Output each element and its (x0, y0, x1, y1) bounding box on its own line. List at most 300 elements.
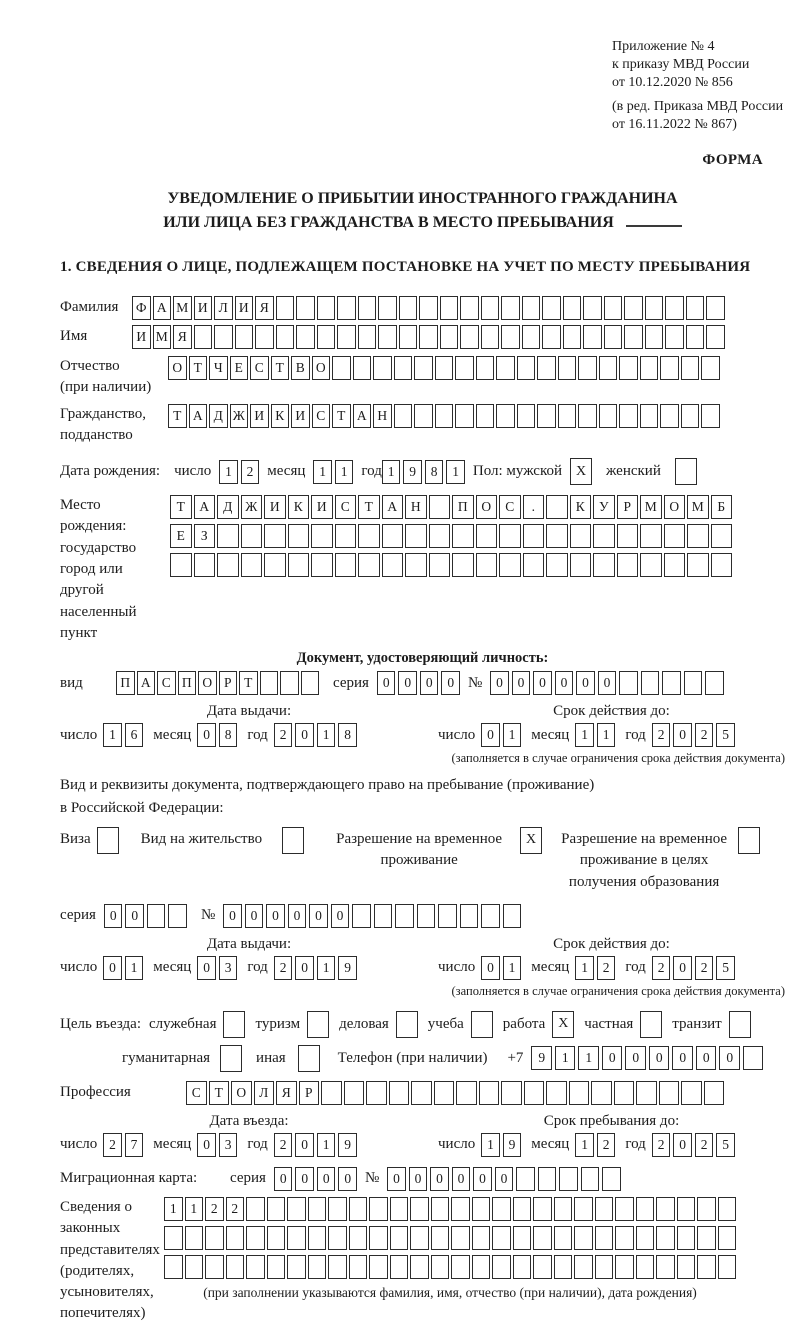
char-box-empty[interactable] (664, 524, 686, 548)
char-box-empty[interactable] (687, 524, 709, 548)
char-box[interactable]: 1 (185, 1197, 204, 1221)
char-box-empty[interactable] (524, 1081, 545, 1105)
char-box[interactable]: 0 (452, 1167, 471, 1191)
char-box[interactable]: 9 (503, 1133, 522, 1157)
char-box-empty[interactable] (604, 296, 623, 320)
char-box-empty[interactable] (617, 553, 639, 577)
char-box[interactable]: 8 (338, 723, 357, 747)
visa-checkbox[interactable] (97, 827, 119, 854)
char-box-empty[interactable] (614, 1081, 635, 1105)
char-box-empty[interactable] (677, 1197, 696, 1221)
char-box-empty[interactable] (267, 1197, 286, 1221)
char-box-empty[interactable] (396, 1011, 418, 1038)
char-box-empty[interactable] (523, 524, 545, 548)
char-box-empty[interactable] (287, 1197, 306, 1221)
char-box[interactable]: Я (255, 296, 274, 320)
char-box-empty[interactable] (394, 356, 413, 380)
entry-month-boxes[interactable] (197, 1133, 237, 1157)
char-box-empty[interactable] (660, 404, 679, 428)
char-box-empty[interactable] (328, 1226, 347, 1250)
char-box-empty[interactable] (546, 524, 568, 548)
char-box[interactable]: 3 (219, 956, 238, 980)
char-box-empty[interactable] (414, 404, 433, 428)
char-box-empty[interactable] (352, 904, 371, 928)
char-box-empty[interactable] (411, 1081, 432, 1105)
char-box-empty[interactable] (665, 325, 684, 349)
char-box-empty[interactable] (440, 325, 459, 349)
char-box-empty[interactable] (405, 524, 427, 548)
char-box[interactable]: 2 (597, 1133, 616, 1157)
char-box-empty[interactable] (311, 524, 333, 548)
char-box-empty[interactable] (499, 553, 521, 577)
stay-month-boxes[interactable] (575, 1133, 615, 1157)
char-box-empty[interactable] (205, 1255, 224, 1279)
representatives-boxes-row1[interactable] (164, 1197, 736, 1221)
firstname-boxes[interactable] (132, 325, 725, 349)
char-box[interactable]: К (570, 495, 592, 519)
char-box[interactable]: X (570, 458, 592, 485)
res-issue-month-boxes[interactable] (197, 956, 237, 980)
char-box[interactable]: Н (405, 495, 427, 519)
char-box[interactable]: А (153, 296, 172, 320)
char-box-empty[interactable] (440, 296, 459, 320)
char-box[interactable]: 1 (313, 460, 332, 484)
char-box-empty[interactable] (399, 325, 418, 349)
char-box[interactable]: 0 (387, 1167, 406, 1191)
char-box[interactable]: 0 (719, 1046, 740, 1070)
char-box-empty[interactable] (583, 296, 602, 320)
char-box-empty[interactable] (168, 904, 187, 928)
char-box[interactable]: 0 (295, 1167, 314, 1191)
char-box[interactable]: Е (170, 524, 192, 548)
id-issue-day-boxes[interactable] (103, 723, 143, 747)
char-box[interactable]: 9 (531, 1046, 552, 1070)
char-box[interactable]: 0 (338, 1167, 357, 1191)
char-box[interactable]: Ф (132, 296, 151, 320)
char-box-empty[interactable] (574, 1255, 593, 1279)
char-box[interactable]: Б (711, 495, 733, 519)
sex-male-checkbox[interactable] (570, 458, 592, 485)
char-box-empty[interactable] (429, 553, 451, 577)
char-box[interactable]: 0 (295, 1133, 314, 1157)
char-box-empty[interactable] (170, 553, 192, 577)
char-box[interactable]: Т (332, 404, 351, 428)
char-box[interactable]: О (476, 495, 498, 519)
char-box-empty[interactable] (684, 671, 703, 695)
char-box-empty[interactable] (542, 296, 561, 320)
char-box-empty[interactable] (492, 1226, 511, 1250)
purpose-work-checkbox[interactable] (552, 1011, 574, 1038)
char-box-empty[interactable] (538, 1167, 557, 1191)
char-box-empty[interactable] (492, 1255, 511, 1279)
char-box-empty[interactable] (185, 1255, 204, 1279)
char-box-empty[interactable] (220, 1045, 242, 1072)
char-box-empty[interactable] (410, 1226, 429, 1250)
char-box[interactable]: 2 (695, 723, 714, 747)
char-box-empty[interactable] (434, 1081, 455, 1105)
char-box-empty[interactable] (311, 553, 333, 577)
temp-residence-checkbox[interactable] (520, 827, 542, 854)
char-box[interactable]: 0 (441, 671, 460, 695)
birth-place-boxes-row2[interactable] (170, 524, 732, 548)
char-box-empty[interactable] (697, 1197, 716, 1221)
profession-boxes[interactable] (186, 1081, 724, 1105)
char-box[interactable]: Д (209, 404, 228, 428)
char-box-empty[interactable] (641, 671, 660, 695)
char-box[interactable]: 8 (219, 723, 238, 747)
char-box[interactable]: С (312, 404, 331, 428)
id-valid-year-boxes[interactable] (652, 723, 735, 747)
char-box[interactable]: 1 (317, 723, 336, 747)
char-box-empty[interactable] (569, 1081, 590, 1105)
char-box-empty[interactable] (697, 1226, 716, 1250)
char-box-empty[interactable] (522, 325, 541, 349)
char-box[interactable]: П (116, 671, 135, 695)
char-box-empty[interactable] (471, 1011, 493, 1038)
char-box-empty[interactable] (583, 325, 602, 349)
char-box-empty[interactable] (593, 524, 615, 548)
char-box[interactable]: И (132, 325, 151, 349)
char-box[interactable]: И (264, 495, 286, 519)
char-box[interactable]: 0 (274, 1167, 293, 1191)
char-box-empty[interactable] (349, 1197, 368, 1221)
char-box-empty[interactable] (246, 1226, 265, 1250)
char-box[interactable]: 0 (266, 904, 285, 928)
phone-boxes[interactable] (531, 1046, 763, 1070)
char-box-empty[interactable] (460, 904, 479, 928)
char-box[interactable]: С (157, 671, 176, 695)
char-box-empty[interactable] (235, 325, 254, 349)
char-box-empty[interactable] (369, 1255, 388, 1279)
char-box[interactable]: Ч (209, 356, 228, 380)
char-box-empty[interactable] (591, 1081, 612, 1105)
char-box[interactable]: 5 (716, 956, 735, 980)
char-box-empty[interactable] (456, 1081, 477, 1105)
char-box-empty[interactable] (563, 296, 582, 320)
char-box-empty[interactable] (574, 1226, 593, 1250)
char-box-empty[interactable] (308, 1226, 327, 1250)
char-box-empty[interactable] (501, 296, 520, 320)
char-box-empty[interactable] (366, 1081, 387, 1105)
representatives-boxes-row3[interactable] (164, 1255, 736, 1279)
char-box[interactable]: 0 (103, 956, 122, 980)
char-box[interactable]: О (231, 1081, 252, 1105)
char-box[interactable]: 0 (197, 723, 216, 747)
char-box[interactable]: М (173, 296, 192, 320)
char-box-empty[interactable] (704, 1081, 725, 1105)
char-box-empty[interactable] (554, 1226, 573, 1250)
char-box-empty[interactable] (640, 524, 662, 548)
char-box-empty[interactable] (578, 404, 597, 428)
char-box-empty[interactable] (687, 553, 709, 577)
char-box[interactable]: 1 (503, 723, 522, 747)
char-box[interactable]: 2 (597, 956, 616, 980)
char-box-empty[interactable] (369, 1226, 388, 1250)
char-box-empty[interactable] (358, 524, 380, 548)
char-box-empty[interactable] (718, 1197, 737, 1221)
char-box-empty[interactable] (729, 1011, 751, 1038)
char-box-empty[interactable] (194, 325, 213, 349)
char-box-empty[interactable] (581, 1167, 600, 1191)
stay-year-boxes[interactable] (652, 1133, 735, 1157)
char-box-empty[interactable] (570, 553, 592, 577)
char-box[interactable]: З (194, 524, 216, 548)
char-box[interactable]: 0 (673, 1133, 692, 1157)
char-box[interactable]: 1 (382, 460, 401, 484)
char-box-empty[interactable] (328, 1255, 347, 1279)
char-box-empty[interactable] (276, 296, 295, 320)
char-box-empty[interactable] (570, 524, 592, 548)
char-box-empty[interactable] (516, 1167, 535, 1191)
id-valid-month-boxes[interactable] (575, 723, 615, 747)
char-box-empty[interactable] (701, 356, 720, 380)
char-box[interactable]: 0 (696, 1046, 717, 1070)
char-box-empty[interactable] (595, 1255, 614, 1279)
char-box-empty[interactable] (677, 1226, 696, 1250)
char-box-empty[interactable] (246, 1197, 265, 1221)
char-box-empty[interactable] (429, 524, 451, 548)
char-box[interactable]: М (687, 495, 709, 519)
char-box[interactable]: А (353, 404, 372, 428)
patronymic-boxes[interactable] (168, 356, 720, 380)
char-box-empty[interactable] (619, 404, 638, 428)
purpose-transit-checkbox[interactable] (729, 1011, 751, 1038)
char-box-empty[interactable] (451, 1255, 470, 1279)
char-box-empty[interactable] (460, 296, 479, 320)
char-box-empty[interactable] (97, 827, 119, 854)
char-box-empty[interactable] (476, 524, 498, 548)
char-box[interactable]: М (640, 495, 662, 519)
char-box-empty[interactable] (255, 325, 274, 349)
sex-female-checkbox[interactable] (675, 458, 697, 485)
char-box[interactable]: С (499, 495, 521, 519)
char-box-empty[interactable] (223, 1011, 245, 1038)
char-box[interactable]: 2 (274, 723, 293, 747)
char-box-empty[interactable] (706, 296, 725, 320)
char-box-empty[interactable] (481, 325, 500, 349)
char-box-empty[interactable] (431, 1197, 450, 1221)
char-box-empty[interactable] (147, 904, 166, 928)
char-box-empty[interactable] (455, 356, 474, 380)
char-box[interactable]: 0 (598, 671, 617, 695)
char-box-empty[interactable] (382, 524, 404, 548)
char-box-empty[interactable] (476, 404, 495, 428)
char-box-empty[interactable] (615, 1255, 634, 1279)
char-box-empty[interactable] (636, 1226, 655, 1250)
char-box[interactable]: 0 (288, 904, 307, 928)
purpose-other-checkbox[interactable] (298, 1045, 320, 1072)
char-box-empty[interactable] (405, 553, 427, 577)
char-box[interactable]: 2 (652, 723, 671, 747)
char-box-empty[interactable] (164, 1226, 183, 1250)
char-box[interactable]: 1 (503, 956, 522, 980)
char-box[interactable]: 1 (575, 723, 594, 747)
char-box-empty[interactable] (542, 325, 561, 349)
char-box[interactable]: 0 (398, 671, 417, 695)
char-box-empty[interactable] (640, 404, 659, 428)
char-box-empty[interactable] (451, 1226, 470, 1250)
char-box-empty[interactable] (578, 356, 597, 380)
char-box-empty[interactable] (241, 524, 263, 548)
char-box[interactable]: 9 (338, 956, 357, 980)
char-box-empty[interactable] (593, 553, 615, 577)
char-box-empty[interactable] (615, 1226, 634, 1250)
char-box[interactable]: 2 (652, 956, 671, 980)
char-box[interactable]: 1 (578, 1046, 599, 1070)
char-box[interactable]: 1 (164, 1197, 183, 1221)
char-box-empty[interactable] (743, 1046, 764, 1070)
char-box[interactable]: 1 (446, 460, 465, 484)
char-box[interactable]: Ж (230, 404, 249, 428)
char-box-empty[interactable] (390, 1226, 409, 1250)
char-box[interactable]: 0 (317, 1167, 336, 1191)
birth-day-boxes[interactable] (219, 460, 259, 484)
char-box[interactable]: 1 (103, 723, 122, 747)
char-box[interactable]: 0 (490, 671, 509, 695)
char-box-empty[interactable] (595, 1226, 614, 1250)
char-box-empty[interactable] (624, 296, 643, 320)
char-box-empty[interactable] (185, 1226, 204, 1250)
char-box-empty[interactable] (706, 325, 725, 349)
char-box[interactable]: 1 (481, 1133, 500, 1157)
char-box-empty[interactable] (217, 524, 239, 548)
char-box-empty[interactable] (282, 827, 304, 854)
char-box-empty[interactable] (419, 325, 438, 349)
char-box-empty[interactable] (640, 553, 662, 577)
char-box[interactable]: 8 (425, 460, 444, 484)
char-box-empty[interactable] (472, 1255, 491, 1279)
char-box-empty[interactable] (537, 404, 556, 428)
char-box-empty[interactable] (429, 495, 451, 519)
char-box-empty[interactable] (435, 404, 454, 428)
purpose-private-checkbox[interactable] (640, 1011, 662, 1038)
char-box[interactable]: 0 (197, 1133, 216, 1157)
char-box-empty[interactable] (332, 356, 351, 380)
char-box-empty[interactable] (523, 553, 545, 577)
char-box[interactable]: 0 (331, 904, 350, 928)
id-doc-series-boxes[interactable] (377, 671, 460, 695)
char-box-empty[interactable] (659, 1081, 680, 1105)
char-box[interactable]: А (194, 495, 216, 519)
char-box-empty[interactable] (349, 1255, 368, 1279)
char-box-empty[interactable] (317, 325, 336, 349)
char-box-empty[interactable] (636, 1197, 655, 1221)
char-box[interactable]: Л (214, 296, 233, 320)
char-box-empty[interactable] (517, 404, 536, 428)
char-box-empty[interactable] (656, 1197, 675, 1221)
char-box-empty[interactable] (260, 671, 279, 695)
migration-series-boxes[interactable] (274, 1167, 357, 1191)
char-box[interactable]: 0 (125, 904, 144, 928)
char-box-empty[interactable] (374, 904, 393, 928)
char-box[interactable]: П (178, 671, 197, 695)
char-box-empty[interactable] (308, 1255, 327, 1279)
char-box-empty[interactable] (701, 404, 720, 428)
char-box-empty[interactable] (349, 1226, 368, 1250)
entry-day-boxes[interactable] (103, 1133, 143, 1157)
migration-number-boxes[interactable] (387, 1167, 621, 1191)
char-box[interactable]: Д (217, 495, 239, 519)
char-box[interactable]: Т (209, 1081, 230, 1105)
char-box-empty[interactable] (640, 1011, 662, 1038)
char-box[interactable]: 0 (602, 1046, 623, 1070)
char-box[interactable]: 0 (409, 1167, 428, 1191)
id-issue-year-boxes[interactable] (274, 723, 357, 747)
id-doc-number-boxes[interactable] (490, 671, 724, 695)
residence-permit-checkbox[interactable] (282, 827, 304, 854)
char-box[interactable]: Н (373, 404, 392, 428)
res-valid-month-boxes[interactable] (575, 956, 615, 980)
char-box[interactable]: Р (299, 1081, 320, 1105)
char-box-empty[interactable] (645, 325, 664, 349)
char-box-empty[interactable] (662, 671, 681, 695)
char-box-empty[interactable] (660, 356, 679, 380)
char-box[interactable]: Т (358, 495, 380, 519)
residence-number-boxes[interactable] (223, 904, 521, 928)
char-box-empty[interactable] (241, 553, 263, 577)
char-box-empty[interactable] (546, 1081, 567, 1105)
char-box-empty[interactable] (431, 1255, 450, 1279)
char-box[interactable]: О (198, 671, 217, 695)
char-box[interactable]: К (288, 495, 310, 519)
res-valid-year-boxes[interactable] (652, 956, 735, 980)
char-box-empty[interactable] (559, 1167, 578, 1191)
char-box[interactable]: . (523, 495, 545, 519)
char-box-empty[interactable] (455, 404, 474, 428)
char-box-empty[interactable] (452, 524, 474, 548)
char-box-empty[interactable] (738, 827, 760, 854)
char-box-empty[interactable] (574, 1197, 593, 1221)
char-box[interactable]: Л (254, 1081, 275, 1105)
char-box[interactable]: 0 (495, 1167, 514, 1191)
entry-year-boxes[interactable] (274, 1133, 357, 1157)
char-box[interactable]: 0 (533, 671, 552, 695)
char-box-empty[interactable] (264, 553, 286, 577)
char-box[interactable]: 0 (245, 904, 264, 928)
char-box-empty[interactable] (558, 356, 577, 380)
char-box[interactable]: М (153, 325, 172, 349)
char-box-empty[interactable] (599, 356, 618, 380)
char-box-empty[interactable] (287, 1226, 306, 1250)
char-box[interactable]: 0 (625, 1046, 646, 1070)
char-box-empty[interactable] (496, 356, 515, 380)
char-box-empty[interactable] (624, 325, 643, 349)
char-box-empty[interactable] (410, 1197, 429, 1221)
char-box[interactable]: 1 (317, 956, 336, 980)
birth-place-boxes-row1[interactable] (170, 495, 732, 519)
char-box-empty[interactable] (496, 404, 515, 428)
char-box[interactable]: И (291, 404, 310, 428)
char-box[interactable]: С (250, 356, 269, 380)
char-box[interactable]: 0 (223, 904, 242, 928)
purpose-study-checkbox[interactable] (471, 1011, 493, 1038)
char-box-empty[interactable] (563, 325, 582, 349)
temp-residence-education-checkbox[interactable] (738, 827, 760, 854)
purpose-official-checkbox[interactable] (223, 1011, 245, 1038)
char-box-empty[interactable] (681, 1081, 702, 1105)
char-box-empty[interactable] (335, 553, 357, 577)
id-doc-type-boxes[interactable] (116, 671, 319, 695)
char-box-empty[interactable] (546, 495, 568, 519)
char-box-empty[interactable] (472, 1197, 491, 1221)
char-box[interactable]: 1 (125, 956, 144, 980)
char-box[interactable]: К (271, 404, 290, 428)
char-box-empty[interactable] (378, 296, 397, 320)
char-box-empty[interactable] (656, 1255, 675, 1279)
char-box-empty[interactable] (503, 904, 522, 928)
char-box-empty[interactable] (499, 524, 521, 548)
id-issue-month-boxes[interactable] (197, 723, 237, 747)
